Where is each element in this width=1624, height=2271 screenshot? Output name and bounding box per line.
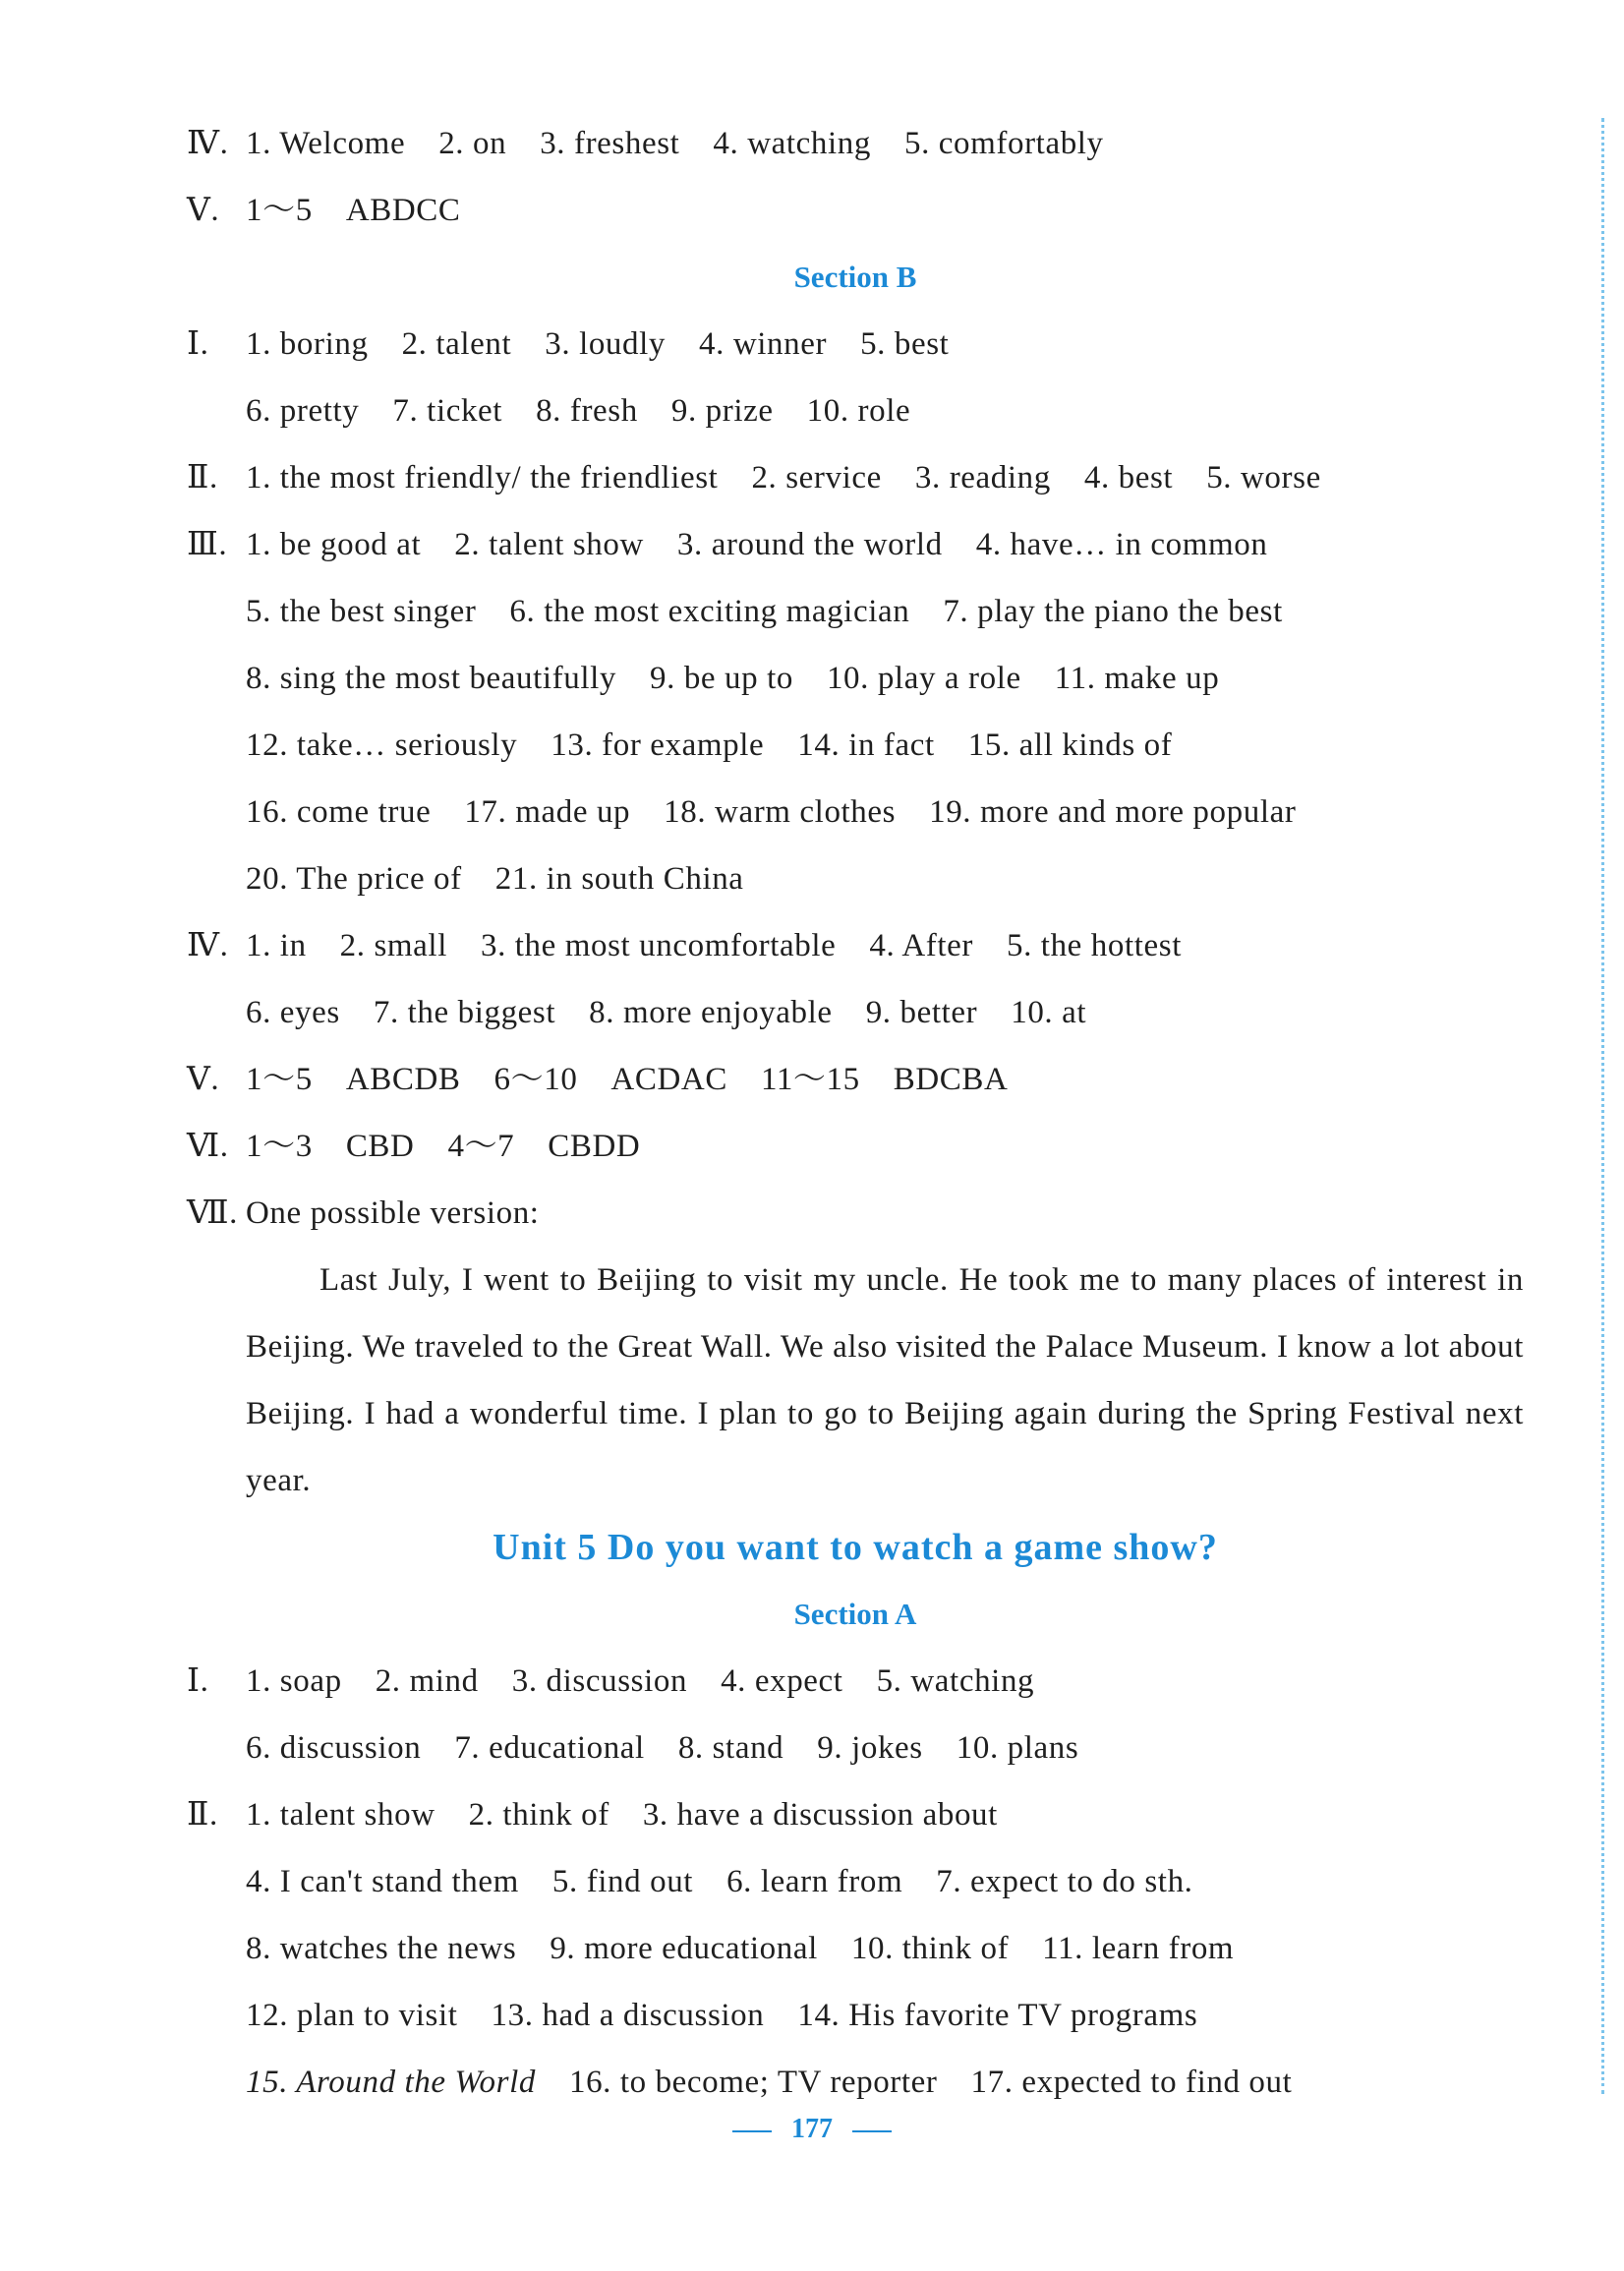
answer-item: 8. sing the most beautifully [246, 661, 617, 696]
answer-row [187, 1180, 1524, 1247]
answer-row [187, 444, 1524, 511]
answer-item: CBDD [548, 1129, 641, 1164]
answer-item: 6. discussion [246, 1730, 422, 1766]
answer-row [187, 779, 1524, 845]
answer-item: 5. best [860, 326, 950, 362]
question-group-numeral: Ⅱ. [187, 460, 218, 495]
answer-item: 13. had a discussion [491, 1998, 765, 2033]
answer-row [187, 311, 1524, 378]
answer-item: 6. learn from [726, 1864, 903, 1899]
answer-item: 19. more and more popular [929, 794, 1297, 830]
page-number-text: 177 [791, 2114, 833, 2144]
answer-item: 1～5 [246, 1062, 313, 1097]
answer-item: 15. Around the World [246, 2065, 536, 2100]
answer-row [187, 1915, 1524, 1982]
answer-item: 9. better [865, 995, 978, 1030]
answer-item: 5. worse [1206, 460, 1321, 495]
answer-item: 4. winner [699, 326, 828, 362]
answer-item: 10. role [806, 393, 911, 429]
answer-item: 21. in south China [494, 861, 744, 897]
answer-item: 4. watching [713, 126, 871, 161]
page-number-right-dash [852, 2130, 892, 2132]
sample-essay-text: Last July, I went to Beijing to visit my uncle. He took me to many places of interest in Beijing. We traveled to the Great Wall. We also visited the Palace Museum. I know a lot about Beijing. I had a wonderful time. I plan to go to Beijing again during the Spring Festival next year. [246, 1262, 1524, 1498]
answer-item: 14. in fact [797, 728, 935, 763]
answer-item: 8. watches the news [246, 1931, 517, 1966]
answer-item: 17. expected to find out [970, 2065, 1293, 2100]
answer-item: 1～5 [246, 193, 313, 228]
answer-item: 3. around the world [676, 527, 943, 562]
answer-row [187, 1113, 1524, 1180]
answer-item: 3. freshest [540, 126, 680, 161]
answer-item: 13. for example [551, 728, 765, 763]
answer-item: 6. pretty [246, 393, 360, 429]
answer-item: 4. I can't stand them [246, 1864, 519, 1899]
answer-item: 7. play the piano the best [943, 594, 1283, 629]
answer-item: 5. watching [876, 1663, 1035, 1699]
answer-row [187, 1982, 1524, 2049]
answer-row [187, 645, 1524, 712]
question-group-numeral: Ⅶ. [187, 1195, 239, 1231]
answer-item: 4. After [869, 928, 973, 963]
answer-row [187, 979, 1524, 1046]
answer-row [187, 912, 1524, 979]
answer-item: 3. loudly [545, 326, 667, 362]
question-group-numeral: Ⅱ. [187, 1797, 218, 1833]
answer-row [187, 1046, 1524, 1113]
answer-item: ABCDB [345, 1062, 461, 1097]
question-group-numeral: Ⅵ. [187, 1129, 229, 1164]
answer-item: 2. small [339, 928, 447, 963]
answer-item: ACDAC [610, 1062, 727, 1097]
answer-item: 1. the most friendly/ the friendliest [246, 460, 719, 495]
answer-item: 6. eyes [246, 995, 340, 1030]
question-group-numeral: Ⅳ. [187, 928, 229, 963]
answer-item: 4. best [1083, 460, 1174, 495]
answer-item: 11～15 [760, 1062, 860, 1097]
answer-row [187, 845, 1524, 912]
answer-content [187, 110, 1524, 2116]
answer-item: 14. His favorite TV programs [797, 1998, 1198, 2033]
answer-item: 9. more educational [550, 1931, 818, 1966]
answer-row [187, 511, 1524, 578]
answer-item: 3. discussion [511, 1663, 688, 1699]
answer-item: 8. more enjoyable [589, 995, 833, 1030]
answer-item: 12. plan to visit [246, 1998, 458, 2033]
answer-item: 9. jokes [817, 1730, 923, 1766]
answer-item: 5. find out [551, 1864, 694, 1899]
answer-row [187, 1781, 1524, 1848]
answer-row [187, 1715, 1524, 1781]
answer-item: 18. warm clothes [664, 794, 897, 830]
section-heading: Section A [793, 1597, 917, 1631]
answer-item: ABDCC [345, 193, 461, 228]
question-group-numeral: Ⅴ. [187, 1062, 220, 1097]
answer-item: 7. educational [454, 1730, 645, 1766]
question-group-numeral: Ⅲ. [187, 527, 228, 562]
answer-row [187, 177, 1524, 244]
answer-row [187, 1848, 1524, 1915]
answer-item: 4. expect [721, 1663, 843, 1699]
question-group-numeral: Ⅰ. [187, 326, 209, 362]
answer-item: 4～7 [447, 1129, 515, 1164]
answer-item: 8. fresh [536, 393, 638, 429]
answer-item: 12. take… seriously [246, 728, 518, 763]
answer-row [187, 712, 1524, 779]
unit-heading: Unit 5 Do you want to watch a game show? [493, 1527, 1218, 1568]
answer-item: 17. made up [464, 794, 631, 830]
answer-item: 6. the most exciting magician [509, 594, 910, 629]
answer-item: 7. ticket [392, 393, 503, 429]
answer-item: 4. have… in common [975, 527, 1268, 562]
page-number [0, 2114, 1624, 2145]
answer-row [187, 578, 1524, 645]
answer-item: 16. to become; TV reporter [568, 2065, 938, 2100]
answer-item: 2. talent show [454, 527, 644, 562]
answer-item: 1～3 [246, 1129, 313, 1164]
sample-essay [187, 1247, 1524, 1514]
answer-item: 1. Welcome [246, 126, 406, 161]
question-group-numeral: Ⅰ. [187, 1663, 209, 1699]
answer-item: 1. in [246, 928, 307, 963]
answer-item: 3. have a discussion about [642, 1797, 998, 1833]
answer-item: 9. prize [670, 393, 774, 429]
answer-item: 20. The price of [246, 861, 462, 897]
answer-item: 11. learn from [1042, 1931, 1235, 1966]
answer-item: 9. be up to [650, 661, 793, 696]
answer-item: 10. think of [850, 1931, 1010, 1966]
answer-item: 6～10 [493, 1062, 578, 1097]
answer-item: 2. think of [468, 1797, 609, 1833]
answer-item: 1. be good at [246, 527, 422, 562]
answer-item: 16. come true [246, 794, 432, 830]
side-dotted-rule [1601, 118, 1604, 2094]
question-group-numeral: Ⅴ. [187, 193, 220, 228]
answer-item: 8. stand [677, 1730, 784, 1766]
answer-item: 10. play a role [826, 661, 1021, 696]
answer-item: 2. service [751, 460, 882, 495]
answer-item: 5. comfortably [903, 126, 1104, 161]
answer-item: One possible version: [246, 1195, 540, 1231]
answer-item: 10. at [1011, 995, 1087, 1030]
answer-item: 5. the hottest [1007, 928, 1182, 963]
answer-item: 1. talent show [246, 1797, 435, 1833]
answer-row [187, 378, 1524, 444]
answer-item: BDCBA [893, 1062, 1009, 1097]
answer-row [187, 2049, 1524, 2116]
answer-row [187, 1648, 1524, 1715]
answer-row [187, 110, 1524, 177]
answer-item: 1. boring [246, 326, 369, 362]
answer-item: 11. make up [1054, 661, 1220, 696]
answer-item: 3. reading [914, 460, 1051, 495]
answer-item: 7. the biggest [373, 995, 556, 1030]
answer-item: 2. on [438, 126, 507, 161]
answer-item: 7. expect to do sth. [936, 1864, 1193, 1899]
answer-item: 2. talent [401, 326, 512, 362]
answer-item: 1. soap [246, 1663, 342, 1699]
section-heading: Section B [793, 260, 917, 294]
answer-item: 10. plans [956, 1730, 1079, 1766]
answer-item: 5. the best singer [246, 594, 477, 629]
answer-item: CBD [345, 1129, 415, 1164]
answer-item: 15. all kinds of [967, 728, 1173, 763]
question-group-numeral: Ⅳ. [187, 126, 229, 161]
page-number-left-dash [732, 2130, 772, 2132]
answer-item: 3. the most uncomfortable [480, 928, 837, 963]
answer-item: 2. mind [375, 1663, 479, 1699]
